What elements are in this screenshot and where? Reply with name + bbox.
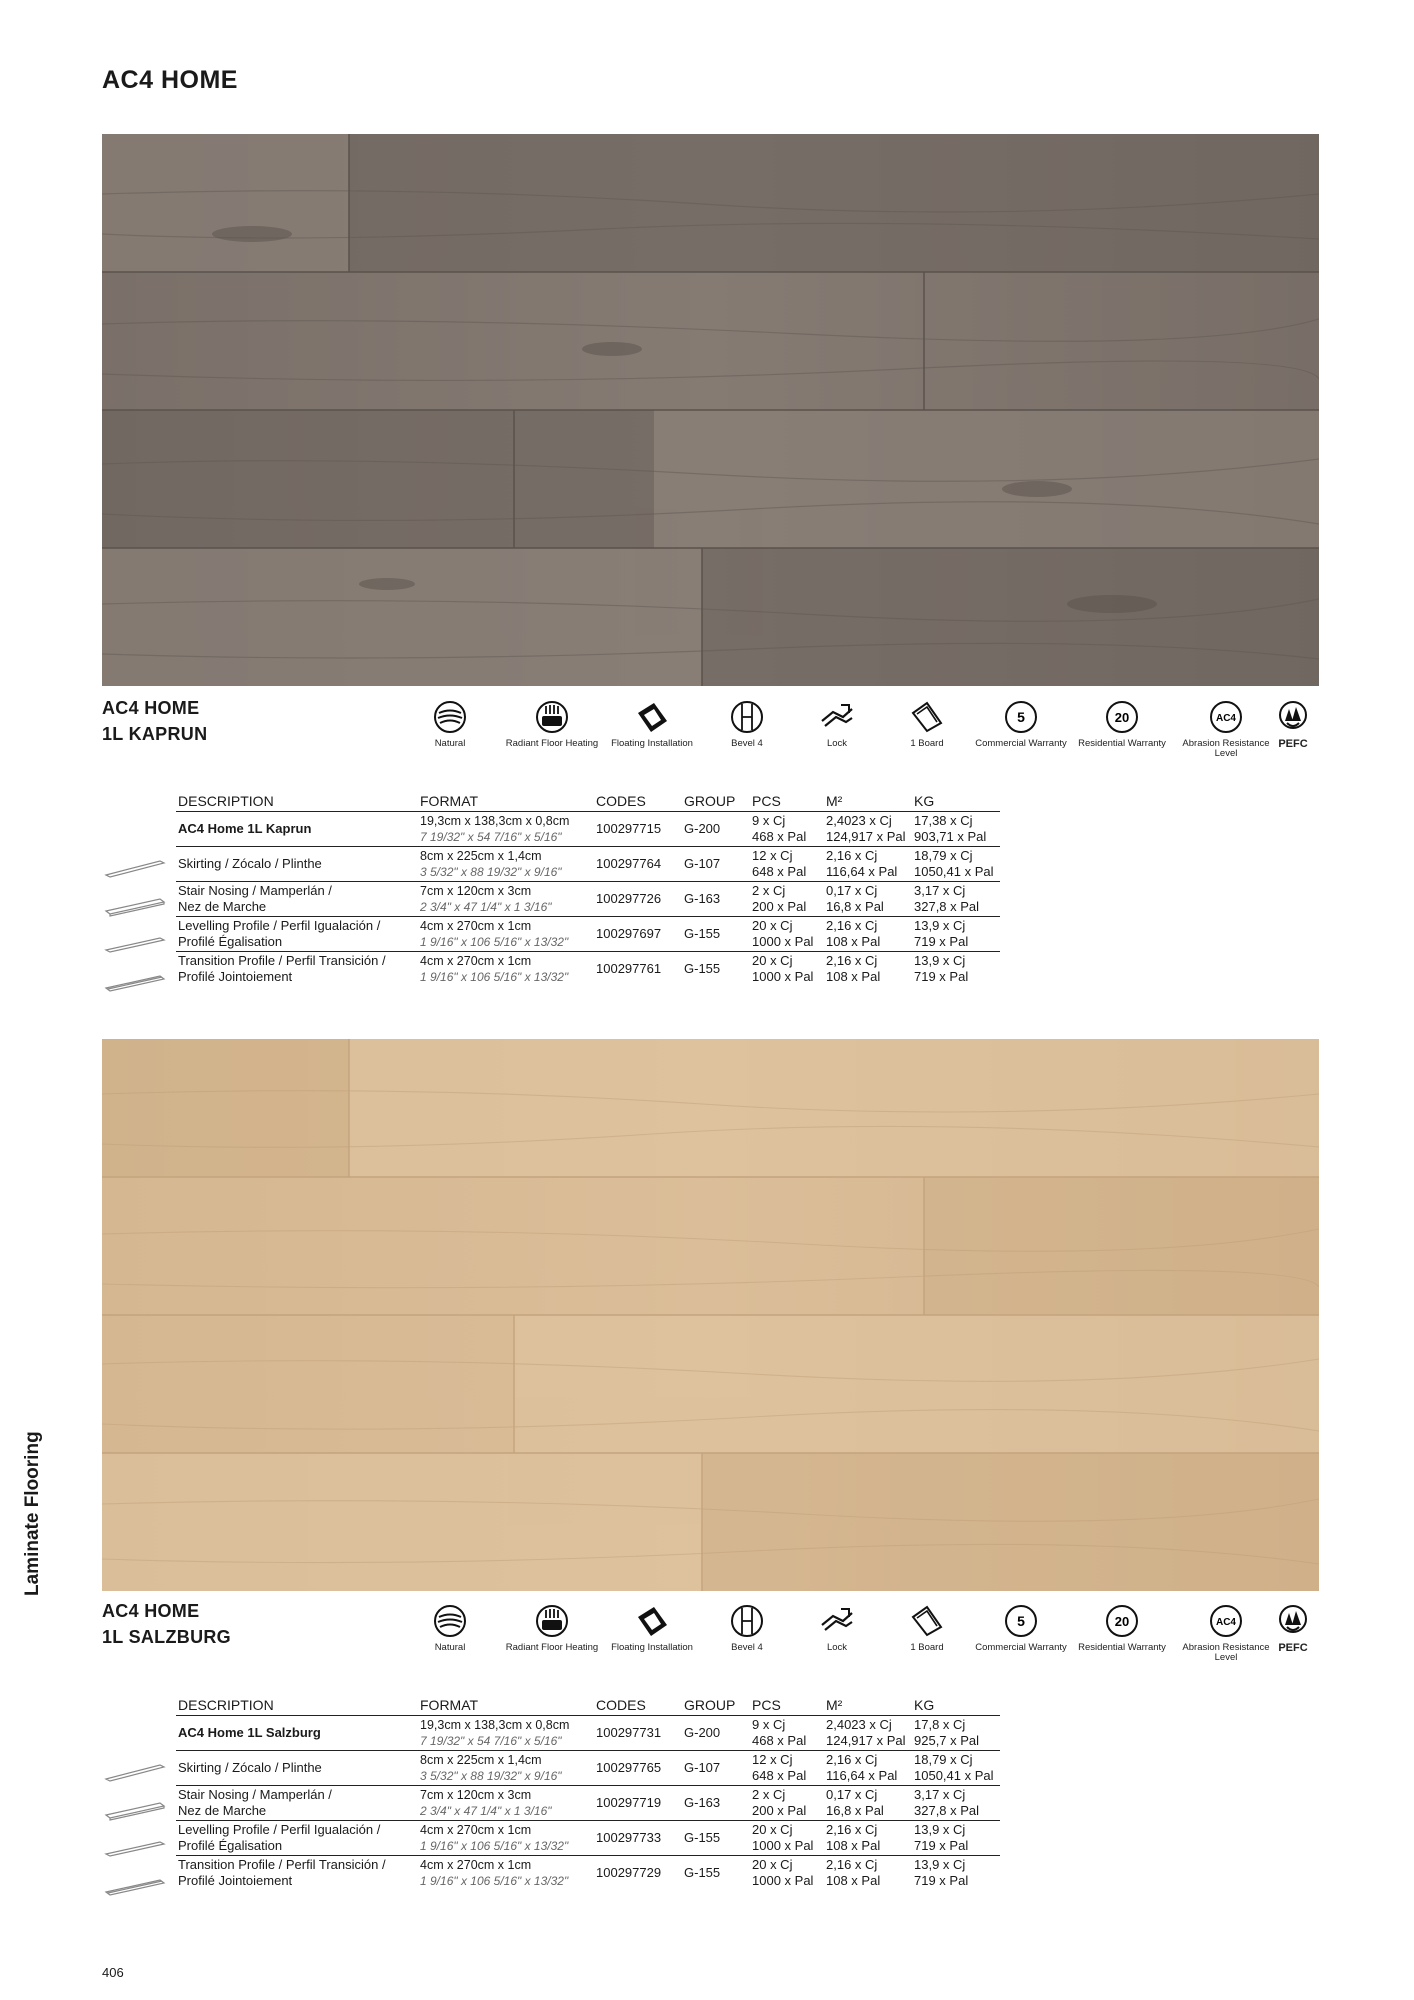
table-row [176,952,1000,987]
cell-kg: 13,9 x Cj 719 x Pal [912,1821,1000,1856]
cell-m2: 2,4023 x Cj 124,917 x Pal [824,812,912,847]
lock-icon [819,1603,855,1639]
cell-m2: 2,4023 x Cj 124,917 x Pal [824,1716,912,1751]
cell-format: 4cm x 270cm x 1cm 1 9/16" x 106 5/16" x 13/32" [418,917,594,952]
residential-warranty-icon [1104,1603,1140,1639]
cell-m2: 0,17 x Cj 16,8 x Pal [824,882,912,917]
cell-pcs: 12 x Cj 648 x Pal [750,847,824,882]
cell-pcs: 20 x Cj 1000 x Pal [750,1821,824,1856]
cell-description: Levelling Profile / Perfil Igualación / Profilé Égalisation [176,1821,418,1856]
product-title-line2: 1L KAPRUN [102,724,208,744]
col-format: FORMAT [418,792,594,812]
cell-group: G-107 [682,1751,750,1786]
col-pcs: PCS [750,792,824,812]
col-kg: KG [912,1696,1000,1716]
product-title-line1: AC4 HOME [102,698,200,718]
radiant-floor-heating-icon [534,699,570,735]
cell-group: G-155 [682,917,750,952]
cell-group: G-200 [682,812,750,847]
bevel-4-icon [729,1603,765,1639]
abrasion-badge: AC4 [1215,713,1237,724]
cell-code: 100297765 [594,1751,682,1786]
floating-installation-icon [634,1603,670,1639]
table-header-row [176,1696,1000,1716]
cell-group: G-155 [682,1821,750,1856]
feature-natural [395,699,505,749]
cell-code: 100297761 [596,961,662,976]
col-codes: CODES [594,792,682,812]
cell-code: 100297731 [594,1716,682,1751]
cell-description: Levelling Profile / Perfil Igualación / Profilé Égalisation [176,917,418,952]
feature-commercial-warranty [966,699,1076,749]
cell-description: Skirting / Zócalo / Plinthe [176,847,418,882]
feature-commercial-warranty [966,1603,1076,1653]
transition-profile-icon [104,971,166,993]
col-m2: M² [824,792,912,812]
col-codes: CODES [594,1696,682,1716]
cell-m2: 2,16 x Cj 108 x Pal [824,917,912,952]
lock-icon [819,699,855,735]
natural-icon [432,699,468,735]
table-row [176,1821,1000,1856]
page-title: AC4 HOME [102,66,238,94]
cell-m2: 2,16 x Cj 116,64 x Pal [824,847,912,882]
natural-icon [432,1603,468,1639]
cell-format: 7cm x 120cm x 3cm 2 3/4" x 47 1/4" x 1 3/16" [418,1786,594,1821]
page-number: 406 [102,1965,124,1980]
cell-kg: 17,38 x Cj 903,71 x Pal [912,812,1000,847]
feature-floating [597,1603,707,1653]
table-row [176,917,1000,952]
table-row [176,882,1000,917]
cell-group: G-163 [682,1786,750,1821]
cell-kg: 18,79 x Cj 1050,41 x Pal [912,847,1000,882]
feature-label: Residential Warranty [1078,738,1166,749]
feature-residential-warranty [1067,1603,1177,1653]
product-title-salzburg [102,1598,231,1650]
cell-code: 100297733 [594,1821,682,1856]
cell-group: G-107 [682,847,750,882]
skirting-icon [104,1761,166,1783]
cell-kg: 13,9 x Cj 719 x Pal [914,1857,969,1888]
cell-kg: 13,9 x Cj 719 x Pal [914,953,969,984]
table-row [176,1856,1000,1891]
stair-nosing-icon [104,895,166,917]
feature-label: Natural [434,1642,466,1653]
feature-radiant-heating [497,1603,607,1653]
warranty-badge: 5 [1017,709,1025,725]
residential-warranty-icon [1104,699,1140,735]
cell-pcs: 2 x Cj 200 x Pal [750,882,824,917]
col-group: GROUP [682,792,750,812]
floating-installation-icon [634,699,670,735]
feature-floating [597,699,707,749]
cell-kg: 13,9 x Cj 719 x Pal [912,917,1000,952]
col-description: DESCRIPTION [176,792,418,812]
cell-m2: 0,17 x Cj 16,8 x Pal [824,1786,912,1821]
cell-kg: 17,8 x Cj 925,7 x Pal [912,1716,1000,1751]
cell-kg: 3,17 x Cj 327,8 x Pal [912,882,1000,917]
commercial-warranty-icon [1003,699,1039,735]
table-header-row [176,792,1000,812]
feature-label: Lock [826,1642,848,1653]
levelling-profile-icon [104,933,166,955]
product-title-line1: AC4 HOME [102,1601,200,1621]
bevel-4-icon [729,699,765,735]
feature-label: 1 Board [910,1642,944,1653]
feature-label: Natural [434,738,466,749]
skirting-icon [104,857,166,879]
cell-pcs: 12 x Cj 648 x Pal [750,1751,824,1786]
cell-format: 4cm x 270cm x 1cm 1 9/16" x 106 5/16" x 13/32" [418,1821,594,1856]
cell-code: 100297715 [594,812,682,847]
cell-group: G-155 [684,961,721,976]
cell-description: Transition Profile / Perfil Transición / Profilé Jointoiement [178,1857,386,1888]
feature-label: Lock [826,738,848,749]
side-label: Laminate Flooring [22,1431,43,1596]
cell-m2: 2,16 x Cj 108 x Pal [826,953,881,984]
table-row [176,1751,1000,1786]
feature-label: Bevel 4 [731,1642,763,1653]
cell-group: G-200 [682,1716,750,1751]
cell-format: 8cm x 225cm x 1,4cm 3 5/32" x 88 19/32" x 9/16" [418,847,594,882]
warranty-badge: 20 [1114,1614,1130,1629]
pefc-logo-icon [1275,1603,1311,1639]
feature-label: Bevel 4 [731,738,763,749]
levelling-profile-icon [104,1837,166,1859]
feature-label: 1 Board [910,738,944,749]
warranty-badge: 5 [1017,1613,1025,1629]
cell-code: 100297719 [594,1786,682,1821]
feature-label: Floating Installation [611,738,693,749]
stair-nosing-icon [104,1799,166,1821]
feature-pefc [1238,699,1348,749]
table-row [176,812,1000,847]
col-pcs: PCS [750,1696,824,1716]
cell-format: 19,3cm x 138,3cm x 0,8cm 7 19/32" x 54 7/16" x 5/16" [418,1716,594,1751]
feature-natural [395,1603,505,1653]
feature-label: Commercial Warranty [975,1642,1067,1653]
product-title-kaprun [102,695,207,747]
cell-description: Stair Nosing / Mamperlán / Nez de Marche [176,882,418,917]
feature-label: Floating Installation [611,1642,693,1653]
feature-label: Radiant Floor Heating [505,1642,599,1653]
radiant-floor-heating-icon [534,1603,570,1639]
cell-description: AC4 Home 1L Salzburg [176,1716,418,1751]
cell-format: 4cm x 270cm x 1cm 1 9/16" x 106 5/16" x 13/32" [420,954,569,984]
cell-pcs: 2 x Cj 200 x Pal [750,1786,824,1821]
feature-label: Radiant Floor Heating [505,738,599,749]
cell-pcs: 9 x Cj 468 x Pal [750,812,824,847]
col-format: FORMAT [418,1696,594,1716]
cell-format: 8cm x 225cm x 1,4cm 3 5/32" x 88 19/32" x 9/16" [418,1751,594,1786]
cell-group: G-155 [684,1865,721,1880]
cell-pcs: 20 x Cj 1000 x Pal [752,953,814,984]
transition-profile-icon [104,1875,166,1897]
cell-group: G-163 [682,882,750,917]
col-description: DESCRIPTION [176,1696,418,1716]
pefc-logo-icon [1275,699,1311,735]
feature-icons-kaprun [395,699,1330,779]
cell-description: Stair Nosing / Mamperlán / Nez de Marche [176,1786,418,1821]
one-board-icon [909,699,945,735]
feature-label: Commercial Warranty [975,738,1067,749]
feature-icons-salzburg [395,1603,1330,1683]
cell-pcs: 20 x Cj 1000 x Pal [752,1857,814,1888]
cell-pcs: 9 x Cj 468 x Pal [750,1716,824,1751]
pefc-label: PEFC [1278,738,1308,750]
table-row [176,847,1000,882]
abrasion-badge: AC4 [1215,1617,1237,1628]
cell-pcs: 20 x Cj 1000 x Pal [750,917,824,952]
warranty-badge: 20 [1114,710,1130,725]
pefc-label: PEFC [1278,1642,1308,1654]
feature-label: Abrasion Resistance Level [1182,738,1270,759]
floor-image-kaprun [102,134,1319,686]
table-row [176,1716,1000,1751]
col-group: GROUP [682,1696,750,1716]
cell-description: Transition Profile / Perfil Transición / Profilé Jointoiement [178,953,386,984]
feature-radiant-heating [497,699,607,749]
commercial-warranty-icon [1003,1603,1039,1639]
product-title-line2: 1L SALZBURG [102,1627,231,1647]
spec-table-salzburg [176,1696,1000,1890]
cell-format: 4cm x 270cm x 1cm 1 9/16" x 106 5/16" x 13/32" [420,1858,569,1888]
cell-code: 100297697 [594,917,682,952]
one-board-icon [909,1603,945,1639]
cell-code: 100297764 [594,847,682,882]
cell-description: AC4 Home 1L Kaprun [176,812,418,847]
feature-label: Abrasion Resistance Level [1182,1642,1270,1663]
cell-m2: 2,16 x Cj 108 x Pal [826,1857,881,1888]
cell-code: 100297729 [596,1865,662,1880]
feature-label: Residential Warranty [1078,1642,1166,1653]
cell-description: Skirting / Zócalo / Plinthe [176,1751,418,1786]
table-row [176,1786,1000,1821]
feature-residential-warranty [1067,699,1177,749]
col-m2: M² [824,1696,912,1716]
cell-kg: 3,17 x Cj 327,8 x Pal [912,1786,1000,1821]
cell-format: 7cm x 120cm x 3cm 2 3/4" x 47 1/4" x 1 3/16" [418,882,594,917]
cell-format: 19,3cm x 138,3cm x 0,8cm 7 19/32" x 54 7/16" x 5/16" [418,812,594,847]
cell-m2: 2,16 x Cj 108 x Pal [824,1821,912,1856]
spec-table-kaprun [176,792,1000,986]
feature-pefc [1238,1603,1348,1653]
cell-code: 100297726 [594,882,682,917]
cell-m2: 2,16 x Cj 116,64 x Pal [824,1751,912,1786]
cell-kg: 18,79 x Cj 1050,41 x Pal [912,1751,1000,1786]
floor-image-salzburg [102,1039,1319,1591]
col-kg: KG [912,792,1000,812]
